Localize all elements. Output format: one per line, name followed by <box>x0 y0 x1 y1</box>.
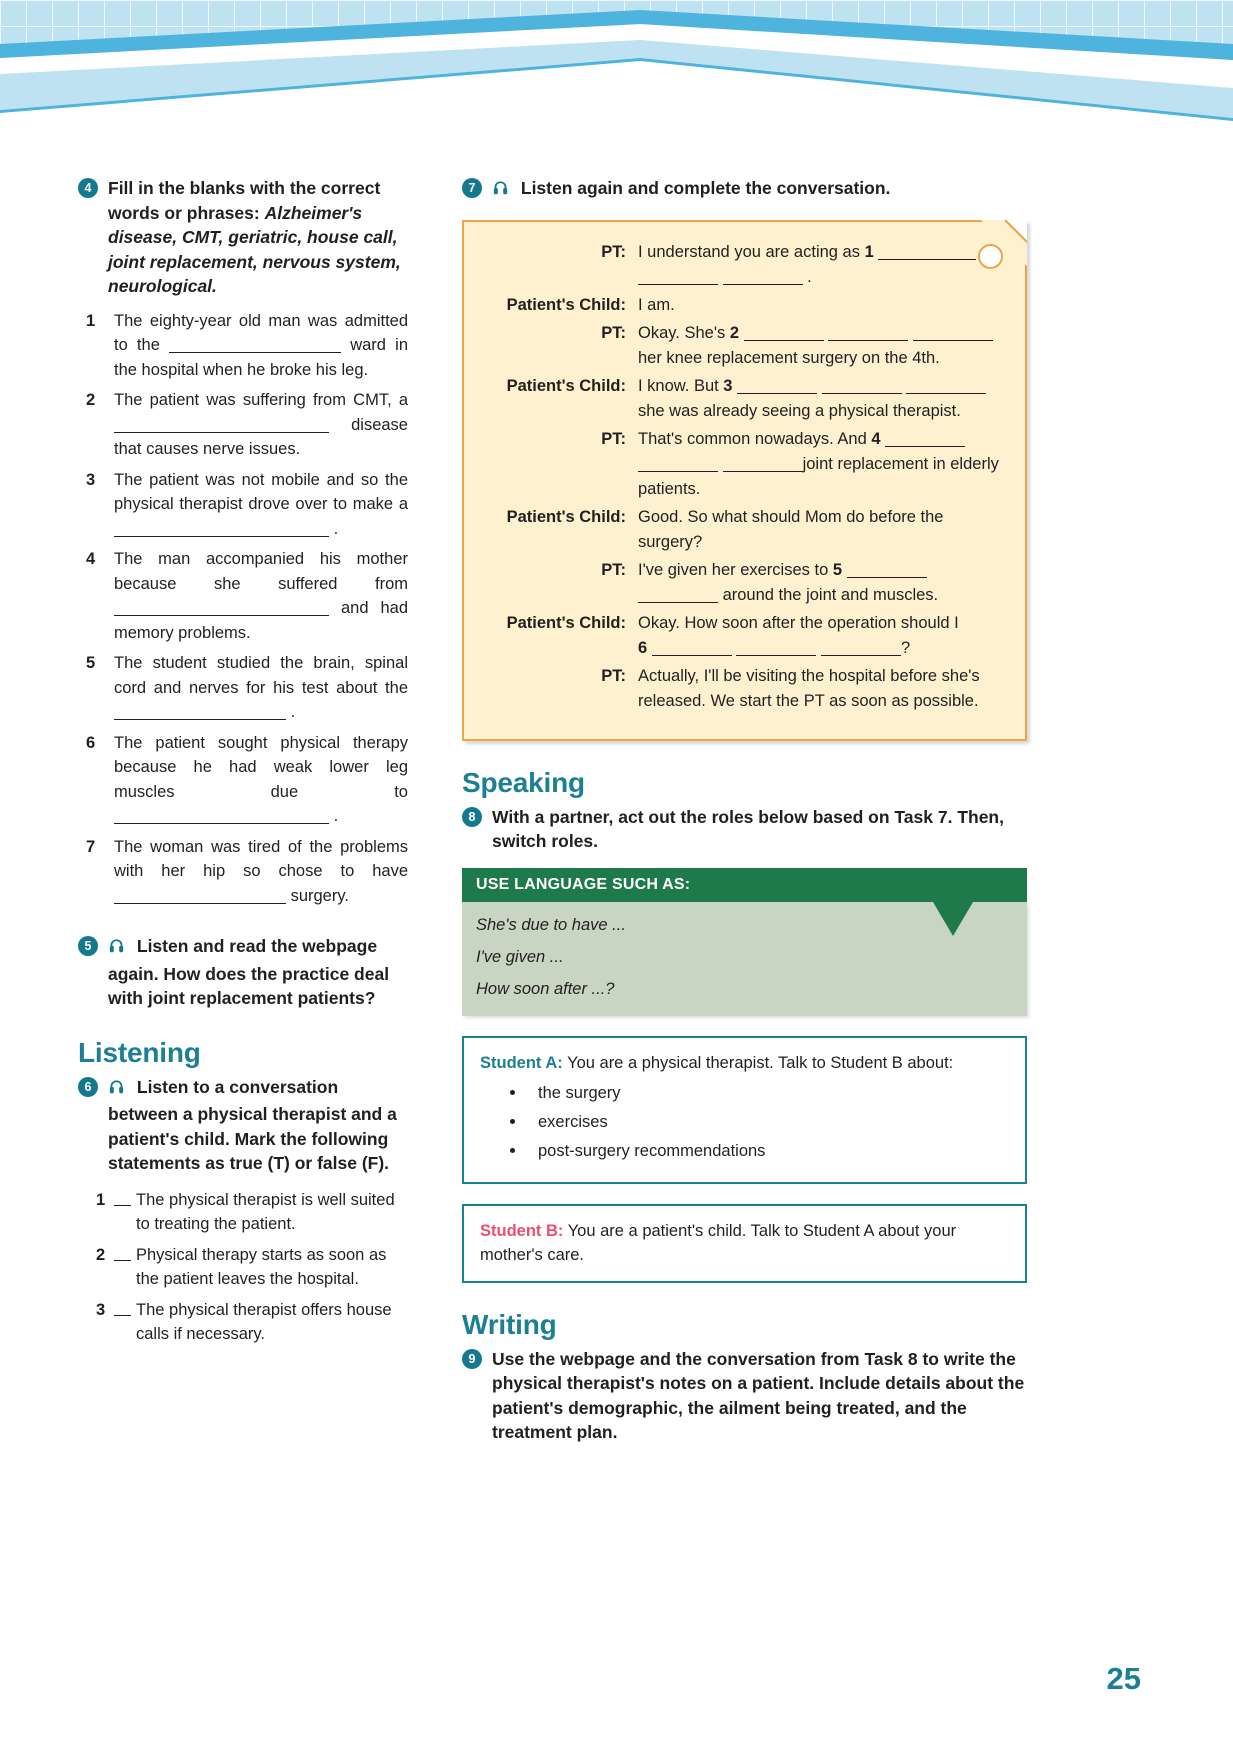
dialogue-text: I've given her exercises to <box>638 560 833 579</box>
exercise-item-text: The woman was tired of the problems with her hip so chose to have <box>114 837 408 880</box>
exercise-item <box>78 468 408 542</box>
dialogue-text: . <box>802 267 812 286</box>
statement-text: Physical therapy starts as soon as the patient leaves the hospital. <box>136 1245 387 1288</box>
language-phrase: She's due to have ... <box>476 915 626 934</box>
use-language-header: USE LANGUAGE SUCH AS: <box>462 868 1027 902</box>
headphones-icon <box>492 179 509 204</box>
task-9-number: 9 <box>462 1349 482 1369</box>
exercise-item <box>78 835 408 909</box>
student-b-text: You are a patient's child. Talk to Student A about your mother's care. <box>480 1221 957 1264</box>
task-4-word-bank: Alzheimer's disease, CMT, geriatric, house call, joint replacement, nervous system, neurological. <box>108 202 401 296</box>
student-a-label: Student A: <box>480 1053 563 1072</box>
dialogue-blank[interactable] <box>723 284 803 285</box>
true-false-statement <box>78 1188 408 1237</box>
student-a-bullet: post-surgery recommendations <box>510 1139 1009 1163</box>
exercise-item <box>78 731 408 829</box>
gap-number: 4 <box>871 429 886 448</box>
dialogue-blank[interactable] <box>638 602 718 603</box>
exercise-item-number: 7 <box>86 837 96 856</box>
dialogue-row <box>478 374 999 427</box>
dialogue-line <box>636 505 999 558</box>
dialogue-text: her knee replacement surgery on the 4th. <box>638 348 940 367</box>
dialogue-row <box>478 427 999 505</box>
exercise-item <box>78 547 408 645</box>
student-a-bullet: the surgery <box>510 1081 1009 1105</box>
exercise-item-number: 3 <box>86 470 96 489</box>
writing-section-heading: Writing <box>462 1308 557 1340</box>
dialogue-row <box>478 240 999 293</box>
fill-in-blank[interactable] <box>114 536 329 537</box>
dialogue-text: joint replacement in elderly patients. <box>638 454 999 498</box>
task-9-instruction: Use the webpage and the conversation from Task 8 to write the physical therapist's notes on a patient. Include details about the patient's demographic, the ailment being treated, and the treatment plan. <box>492 1348 1025 1442</box>
exercise-item-text: The patient was suffering from CMT, a <box>114 391 408 409</box>
headphones-icon <box>108 1078 125 1103</box>
task-6-statement-list <box>78 1188 408 1347</box>
dialogue-line <box>636 664 999 717</box>
dialogue-speaker: Patient's Child: <box>506 613 626 632</box>
dialogue-text: Okay. How soon after the operation should I <box>638 613 959 632</box>
task-8-instruction: With a partner, act out the roles below based on Task 7. Then, switch roles. <box>492 806 1004 851</box>
dialogue-blank[interactable] <box>638 471 718 472</box>
dialogue-speaker: PT: <box>601 323 626 342</box>
student-b-prompt <box>480 1219 1009 1267</box>
dialogue-line <box>636 374 999 427</box>
listening-section-heading: Listening <box>78 1036 201 1068</box>
dialogue-text: I am. <box>638 295 675 314</box>
banner-shapes <box>0 0 1233 150</box>
dialogue-row <box>478 505 999 558</box>
task-8 <box>462 805 1027 854</box>
conversation-card <box>462 220 1027 741</box>
exercise-item-text: The man accompanied his mother because she suffered from <box>114 550 408 593</box>
fill-in-blank[interactable] <box>114 823 329 824</box>
dialogue-text: Actually, I'll be visiting the hospital before she's released. We start the PT as soon as possible. <box>638 666 980 710</box>
dialogue-line <box>636 611 999 664</box>
task-5-number: 5 <box>78 936 98 956</box>
task-7 <box>462 176 1027 204</box>
true-false-answer-blank[interactable] <box>114 1188 131 1206</box>
down-arrow-icon <box>933 902 973 936</box>
dialogue-blank[interactable] <box>828 340 908 341</box>
task-6-number: 6 <box>78 1077 98 1097</box>
exercise-item-text: The patient was not mobile and so the physical therapist drove over to make a <box>114 470 408 513</box>
student-b-label: Student B: <box>480 1221 564 1240</box>
exercise-item <box>78 309 408 383</box>
headphones-icon <box>108 937 125 962</box>
student-a-bullet: exercises <box>510 1110 1009 1134</box>
student-a-prompt <box>480 1051 1009 1075</box>
dialogue-text: around the joint and muscles. <box>718 585 939 604</box>
student-a-box <box>462 1036 1027 1184</box>
task-6 <box>78 1075 408 1176</box>
exercise-item <box>78 388 408 462</box>
exercise-item-text: surgery. <box>286 886 349 905</box>
dialogue-speaker: Patient's Child: <box>506 376 626 395</box>
statement-text: The physical therapist is well suited to treating the patient. <box>136 1190 395 1233</box>
exercise-item <box>78 651 408 725</box>
dialogue-speaker: Patient's Child: <box>506 295 626 314</box>
fill-in-blank[interactable] <box>169 352 341 353</box>
dialogue-text: she was already seeing a physical therapist. <box>638 401 961 420</box>
dialogue-text: I know. But <box>638 376 724 395</box>
dialogue-blank[interactable] <box>652 655 732 656</box>
dialogue-blank[interactable] <box>878 259 976 260</box>
use-language-phrases <box>462 902 1027 1016</box>
punch-hole-decoration <box>978 244 1003 269</box>
task-6-instruction <box>108 1075 408 1176</box>
dialogue-speaker: PT: <box>601 242 626 261</box>
task-4-exercise-list <box>78 309 408 909</box>
statement-number: 3 <box>96 1300 106 1319</box>
dialogue-text: That's common nowadays. And <box>638 429 872 448</box>
dialogue-blank[interactable] <box>847 577 927 578</box>
gap-number: 5 <box>832 560 847 579</box>
fill-in-blank[interactable] <box>114 719 286 720</box>
decorative-header-banner <box>0 0 1233 150</box>
dialogue-text: Okay. She's <box>638 323 730 342</box>
gap-number: 2 <box>729 323 744 342</box>
dialogue-blank[interactable] <box>822 393 902 394</box>
dialogue-speaker: PT: <box>601 560 626 579</box>
statement-number: 1 <box>96 1190 106 1209</box>
page-number: 25 <box>1106 1661 1141 1696</box>
dialogue-row <box>478 293 999 321</box>
language-phrase: I've given ... <box>476 947 564 966</box>
task-5-instruction <box>108 934 408 1011</box>
exercise-item-text: . <box>286 703 296 721</box>
dialogue-blank[interactable] <box>723 471 803 472</box>
exercise-item-text: . <box>329 807 339 825</box>
dialogue-blank[interactable] <box>736 655 816 656</box>
statement-number: 2 <box>96 1245 106 1264</box>
task-5 <box>78 934 408 1011</box>
true-false-answer-blank[interactable] <box>114 1243 131 1261</box>
dialogue-row <box>478 664 999 717</box>
dialogue-row <box>478 558 999 611</box>
dialogue-speaker: PT: <box>601 429 626 448</box>
right-column <box>462 176 1027 1449</box>
exercise-item-number: 5 <box>86 654 96 672</box>
exercise-item-text: disease that causes nerve issues. <box>114 415 408 458</box>
task-9 <box>462 1347 1027 1445</box>
dialogue-line <box>636 293 999 321</box>
task-7-instruction-text: Listen again and complete the conversation. <box>520 178 891 198</box>
exercise-item-text: The patient sought physical therapy because he had weak lower leg muscles due to <box>114 733 408 801</box>
task-5-instruction-text: Listen and read the webpage again. How does the practice deal with joint replacement patients? <box>108 936 390 1008</box>
dialogue-text: I understand you are acting as <box>638 242 865 261</box>
fill-in-blank[interactable] <box>114 615 329 616</box>
gap-number: 3 <box>723 376 738 395</box>
true-false-answer-blank[interactable] <box>114 1298 131 1316</box>
left-column <box>78 176 408 1353</box>
dialogue-blank[interactable] <box>906 393 986 394</box>
dialogue-text: Good. So what should Mom do before the surgery? <box>638 507 944 551</box>
task-4-instruction-text: Fill in the blanks with the correct words or phrases: <box>108 178 381 223</box>
dialogue-row <box>478 611 999 664</box>
exercise-item-number: 1 <box>86 311 96 330</box>
task-4 <box>78 176 408 299</box>
dialogue-blank[interactable] <box>885 446 965 447</box>
true-false-statement <box>78 1243 408 1292</box>
dialogue-line <box>636 240 999 293</box>
dialogue-row <box>478 321 999 374</box>
statement-text: The physical therapist offers house calls if necessary. <box>136 1300 392 1343</box>
dialogue-line <box>636 321 999 374</box>
dialogue-line <box>636 427 999 505</box>
dialogue-blank[interactable] <box>638 284 718 285</box>
exercise-item-number: 6 <box>86 733 96 752</box>
true-false-statement <box>78 1298 408 1347</box>
dialogue-blank[interactable] <box>821 655 901 656</box>
dialogue-line <box>636 558 999 611</box>
language-phrase: How soon after ...? <box>476 979 615 998</box>
dialogue-blank[interactable] <box>913 340 993 341</box>
dialogue-speaker: Patient's Child: <box>506 507 626 526</box>
dialogue-blank[interactable] <box>737 393 817 394</box>
dialogue-text: ? <box>900 638 911 657</box>
exercise-item-text: . <box>329 519 339 538</box>
gap-number: 1 <box>864 242 879 261</box>
task-6-instruction-text: Listen to a conversation between a physical therapist and a patient's child. Mark the following statements as true (T) or false (F). <box>108 1076 397 1173</box>
student-a-text: You are a physical therapist. Talk to Student B about: <box>562 1053 954 1072</box>
fill-in-blank[interactable] <box>114 432 329 433</box>
exercise-item-text: ward in the hospital when he broke his leg. <box>114 336 408 379</box>
task-4-instruction <box>108 176 408 299</box>
gap-number: 6 <box>638 638 652 657</box>
fill-in-blank[interactable] <box>114 903 286 904</box>
use-language-box <box>462 868 1027 1016</box>
dialogue-blank[interactable] <box>744 340 824 341</box>
exercise-item-text: and had memory problems. <box>114 599 408 642</box>
student-a-bullet-list <box>480 1081 1009 1163</box>
task-7-number: 7 <box>462 178 482 198</box>
task-8-number: 8 <box>462 807 482 827</box>
exercise-item-text: The eighty-year old man was admitted to the <box>114 311 408 354</box>
task-7-instruction <box>492 176 1027 204</box>
exercise-item-number: 2 <box>86 391 96 409</box>
student-b-box <box>462 1204 1027 1283</box>
speaking-section-heading: Speaking <box>462 766 585 798</box>
dialogue-table <box>478 240 999 717</box>
exercise-item-text: The student studied the brain, spinal cord and nerves for his test about the <box>114 654 408 697</box>
dialogue-speaker: PT: <box>601 666 626 685</box>
exercise-item-number: 4 <box>86 550 96 568</box>
task-4-number: 4 <box>78 178 98 198</box>
